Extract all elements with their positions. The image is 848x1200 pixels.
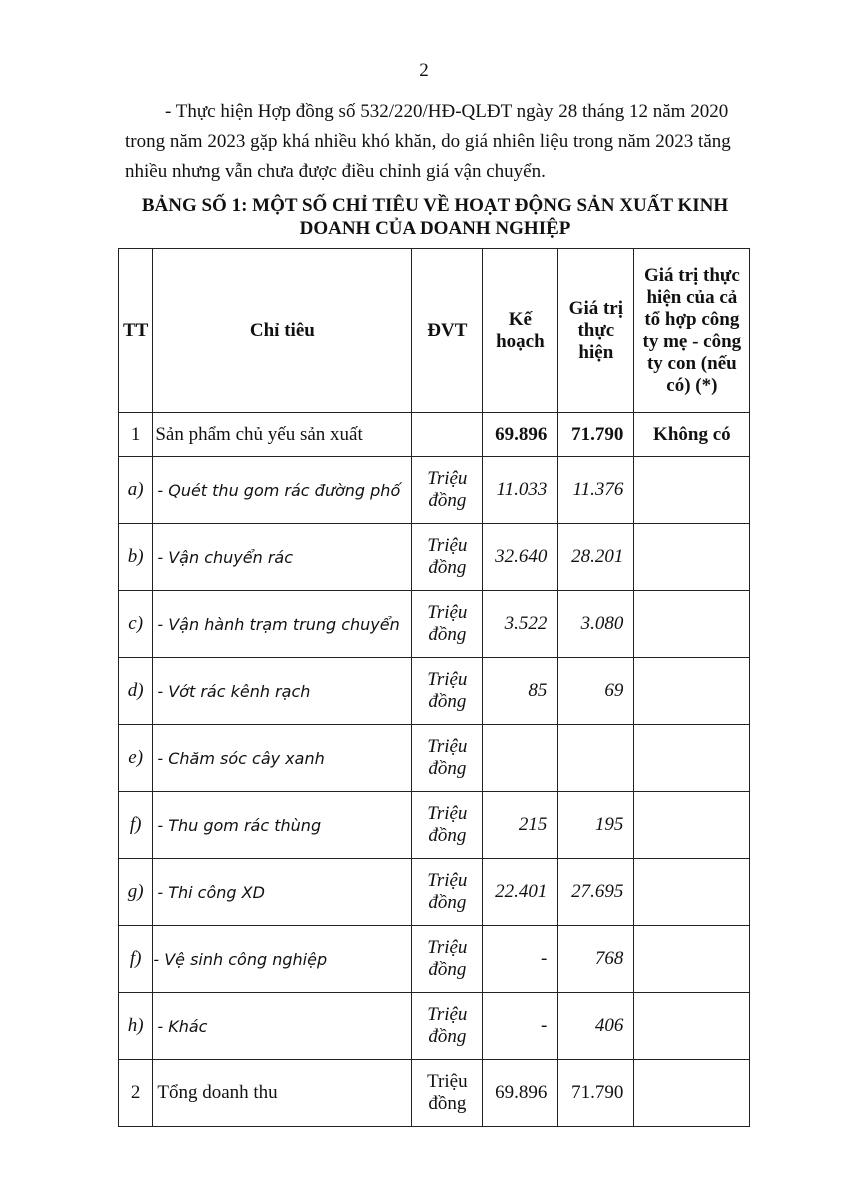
header-group-line-5: ty con (nếu: [646, 352, 737, 374]
row-unit-line-2: đồng: [428, 1093, 467, 1114]
row-plan: [483, 725, 558, 792]
row-name: - Khác: [153, 993, 412, 1060]
header-actual: [558, 249, 634, 413]
row-actual: [558, 725, 634, 792]
row-plan: 11.033: [483, 457, 558, 524]
row-unit-line-2: đồng: [428, 1026, 467, 1047]
row-name: Sản phẩm chủ yếu sản xuất: [153, 413, 412, 457]
row-tt: a): [119, 457, 153, 524]
row-group-value: Không có: [634, 413, 750, 457]
header-plan-line-2: hoạch: [496, 330, 545, 352]
row-plan: 3.522: [483, 591, 558, 658]
header-plan-line-1: Kế: [508, 308, 532, 330]
table-row: [119, 413, 750, 457]
header-actual-line-2: thực: [577, 319, 615, 341]
header-unit: ĐVT: [412, 249, 483, 413]
row-unit-line-2: đồng: [428, 892, 467, 913]
row-unit-line-1: Triệu: [427, 1004, 468, 1025]
row-plan: 85: [483, 658, 558, 725]
row-actual: 71.790: [558, 1060, 634, 1127]
row-actual: 28.201: [558, 524, 634, 591]
table-row: [119, 859, 750, 926]
row-name: - Quét thu gom rác đường phố: [153, 457, 412, 524]
row-unit: [412, 413, 483, 457]
row-unit-line-1: Triệu: [427, 669, 468, 690]
row-unit-line-1: Triệu: [427, 803, 468, 824]
row-tt: f): [119, 792, 153, 859]
table-title-line-2: DOANH CỦA DOANH NGHIỆP: [299, 218, 571, 239]
row-unit: [412, 792, 483, 859]
table-row: [119, 1060, 750, 1127]
intro-line-1: - Thực hiện Hợp đồng số 532/220/HĐ-QLĐT ngày 28 tháng 12 năm 2020: [165, 101, 729, 122]
row-actual: 27.695: [558, 859, 634, 926]
row-plan: -: [483, 926, 558, 993]
table-title: [110, 194, 760, 240]
row-unit-line-1: Triệu: [427, 870, 468, 891]
row-unit-line-1: Triệu: [427, 535, 468, 556]
row-group-value: [634, 926, 750, 993]
table-title-line-1: BẢNG SỐ 1: MỘT SỐ CHỈ TIÊU VỀ HOẠT ĐỘNG SẢN XUẤT KINH: [141, 195, 729, 216]
header-group-line-1: Giá trị thực: [643, 264, 740, 286]
row-actual: 195: [558, 792, 634, 859]
header-plan: [483, 249, 558, 413]
intro-paragraph: [125, 97, 765, 187]
header-tt: TT: [119, 249, 153, 413]
row-plan: -: [483, 993, 558, 1060]
row-group-value: [634, 792, 750, 859]
table-header-row: [119, 249, 750, 413]
row-name: - Vệ sinh công nghiệp: [153, 926, 412, 993]
row-unit: [412, 926, 483, 993]
row-actual: 11.376: [558, 457, 634, 524]
row-plan: 69.896: [483, 413, 558, 457]
header-actual-line-3: hiện: [578, 341, 614, 363]
row-unit-line-1: Triệu: [427, 468, 468, 489]
row-actual: 406: [558, 993, 634, 1060]
row-name: - Chăm sóc cây xanh: [153, 725, 412, 792]
row-name: - Thi công XD: [153, 859, 412, 926]
row-group-value: [634, 725, 750, 792]
row-name: - Vận chuyển rác: [153, 524, 412, 591]
row-tt: e): [119, 725, 153, 792]
row-unit-line-2: đồng: [428, 758, 467, 779]
table-row: [119, 993, 750, 1060]
table-row: [119, 792, 750, 859]
row-plan: 32.640: [483, 524, 558, 591]
row-actual: 3.080: [558, 591, 634, 658]
row-tt: g): [119, 859, 153, 926]
row-unit: [412, 457, 483, 524]
header-actual-line-1: Giá trị: [568, 297, 624, 319]
row-unit-line-2: đồng: [428, 490, 467, 511]
table-row: [119, 591, 750, 658]
table-row: [119, 725, 750, 792]
row-unit: [412, 725, 483, 792]
intro-line-3: nhiều nhưng vẫn chưa được điều chỉnh giá vận chuyển.: [125, 161, 546, 182]
row-plan: 22.401: [483, 859, 558, 926]
header-group-line-4: ty mẹ - công: [642, 330, 742, 352]
row-tt: b): [119, 524, 153, 591]
row-unit: [412, 658, 483, 725]
row-unit: [412, 993, 483, 1060]
header-group-line-6: có) (*): [666, 374, 718, 396]
row-unit-line-2: đồng: [428, 624, 467, 645]
row-group-value: [634, 1060, 750, 1127]
header-indicator: Chỉ tiêu: [153, 249, 412, 413]
row-name: Tổng doanh thu: [153, 1060, 412, 1127]
row-unit-line-2: đồng: [428, 959, 467, 980]
row-name: - Thu gom rác thùng: [153, 792, 412, 859]
row-tt: c): [119, 591, 153, 658]
row-name: - Vận hành trạm trung chuyển: [153, 591, 412, 658]
row-actual: 71.790: [558, 413, 634, 457]
row-group-value: [634, 859, 750, 926]
row-unit-line-1: Triệu: [427, 736, 468, 757]
row-group-value: [634, 457, 750, 524]
table-row: [119, 926, 750, 993]
row-group-value: [634, 993, 750, 1060]
row-unit: [412, 859, 483, 926]
row-unit: [412, 524, 483, 591]
row-tt: 2: [119, 1060, 153, 1127]
header-group-value: [634, 249, 750, 413]
row-group-value: [634, 524, 750, 591]
table-row: [119, 658, 750, 725]
row-unit-line-2: đồng: [428, 557, 467, 578]
row-unit: [412, 591, 483, 658]
row-unit-line-1: Triệu: [427, 937, 468, 958]
row-actual: 69: [558, 658, 634, 725]
row-unit-line-2: đồng: [428, 825, 467, 846]
row-name: - Vớt rác kênh rạch: [153, 658, 412, 725]
row-tt: f): [119, 926, 153, 993]
row-actual: 768: [558, 926, 634, 993]
row-plan: 69.896: [483, 1060, 558, 1127]
intro-line-2: trong năm 2023 gặp khá nhiều khó khăn, do giá nhiên liệu trong năm 2023 tăng: [125, 131, 731, 152]
row-unit-line-2: đồng: [428, 691, 467, 712]
table-row: [119, 457, 750, 524]
header-group-line-2: hiện của cả: [646, 286, 738, 308]
table-row: [119, 524, 750, 591]
row-tt: h): [119, 993, 153, 1060]
row-unit-line-1: Triệu: [427, 1071, 468, 1092]
row-unit: [412, 1060, 483, 1127]
row-group-value: [634, 658, 750, 725]
header-group-line-3: tổ hợp công: [644, 308, 740, 330]
row-plan: 215: [483, 792, 558, 859]
row-tt: d): [119, 658, 153, 725]
row-unit-line-1: Triệu: [427, 602, 468, 623]
page-number: 2: [419, 60, 429, 81]
row-tt: 1: [119, 413, 153, 457]
indicator-table: [118, 248, 750, 1127]
row-group-value: [634, 591, 750, 658]
